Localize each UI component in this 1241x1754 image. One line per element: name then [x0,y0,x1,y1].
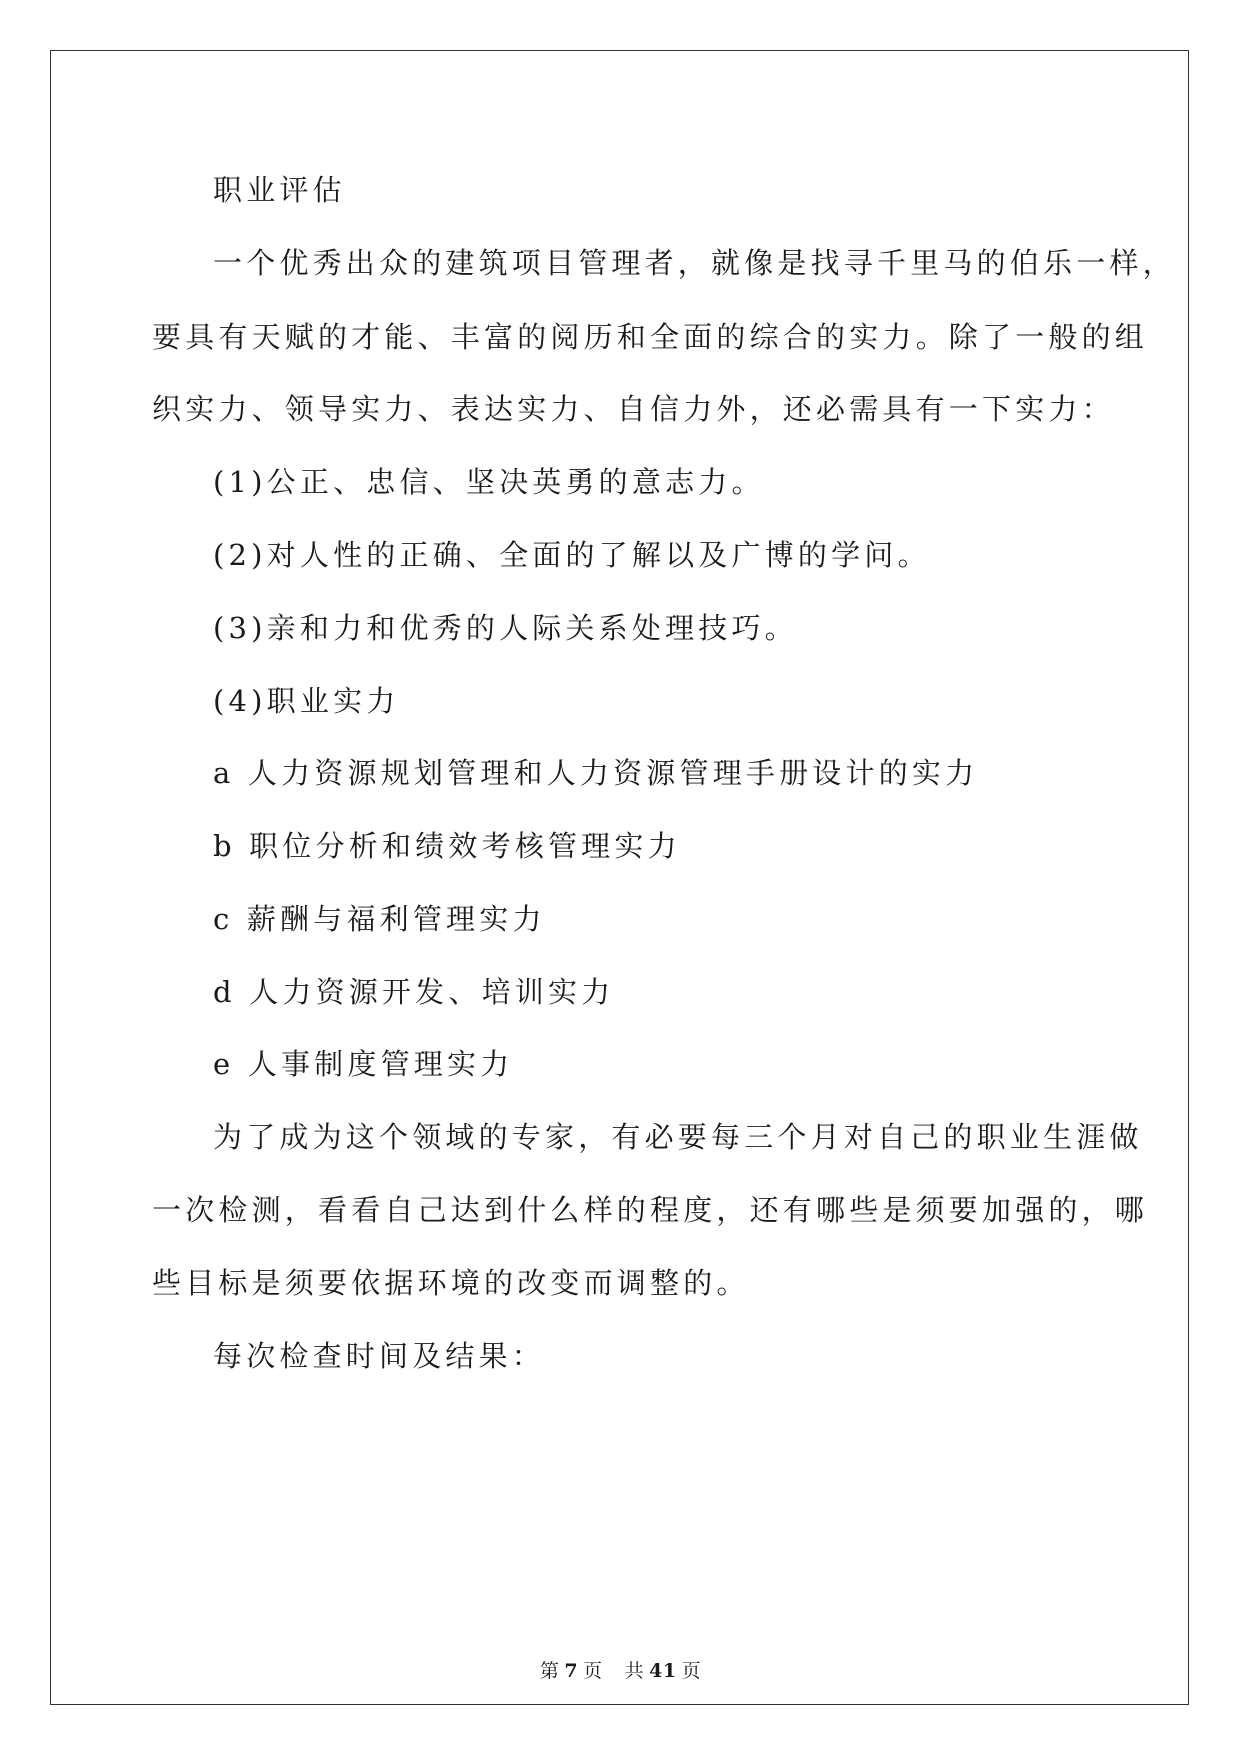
list-item: (1)公正、忠信、坚决英勇的意志力。 [213,465,765,499]
page-total: 41 [649,1660,677,1682]
paragraph-line: 织实力、领导实力、表达实力、自信力外，还必需具有一下实力： [152,392,1115,426]
list-item: (2)对人性的正确、全面的了解以及广博的学问。 [213,538,931,572]
page-prefix: 第 [539,1660,560,1682]
sub-list-item: e 人事制度管理实力 [213,1047,514,1081]
paragraph-line: 一个优秀出众的建筑项目管理者，就像是找寻千里马的伯乐一样， [213,246,1176,280]
sub-list-item: d 人力资源开发、培训实力 [213,975,615,1009]
paragraph-line: 些目标是须要依据环境的改变而调整的。 [152,1266,750,1300]
sub-list-item: a 人力资源规划管理和人力资源管理手册设计的实力 [213,756,979,790]
page-current: 7 [564,1660,579,1682]
paragraph-line: 要具有天赋的才能、丰富的阅历和全面的综合的实力。除了一般的组 [152,320,1149,354]
page-suffix: 页 [583,1660,603,1682]
list-item: (3)亲和力和优秀的人际关系处理技巧。 [213,611,798,645]
paragraph-line: 一次检测，看看自己达到什么样的程度，还有哪些是须要加强的，哪 [152,1193,1149,1227]
sub-list-item: b 职位分析和绩效考核管理实力 [213,829,681,863]
section-heading: 职业评估 [213,173,346,207]
page-footer [0,1658,1241,1684]
sub-list-item: c 薪酬与福利管理实力 [213,902,546,936]
total-suffix: 页 [681,1660,702,1682]
paragraph-line: 每次检查时间及结果： [213,1339,546,1373]
total-prefix: 共 [624,1660,645,1682]
paragraph-line: 为了成为这个领域的专家，有必要每三个月对自己的职业生涯做 [213,1120,1143,1154]
list-item: (4)职业实力 [213,684,400,718]
page-border [50,50,1189,1705]
